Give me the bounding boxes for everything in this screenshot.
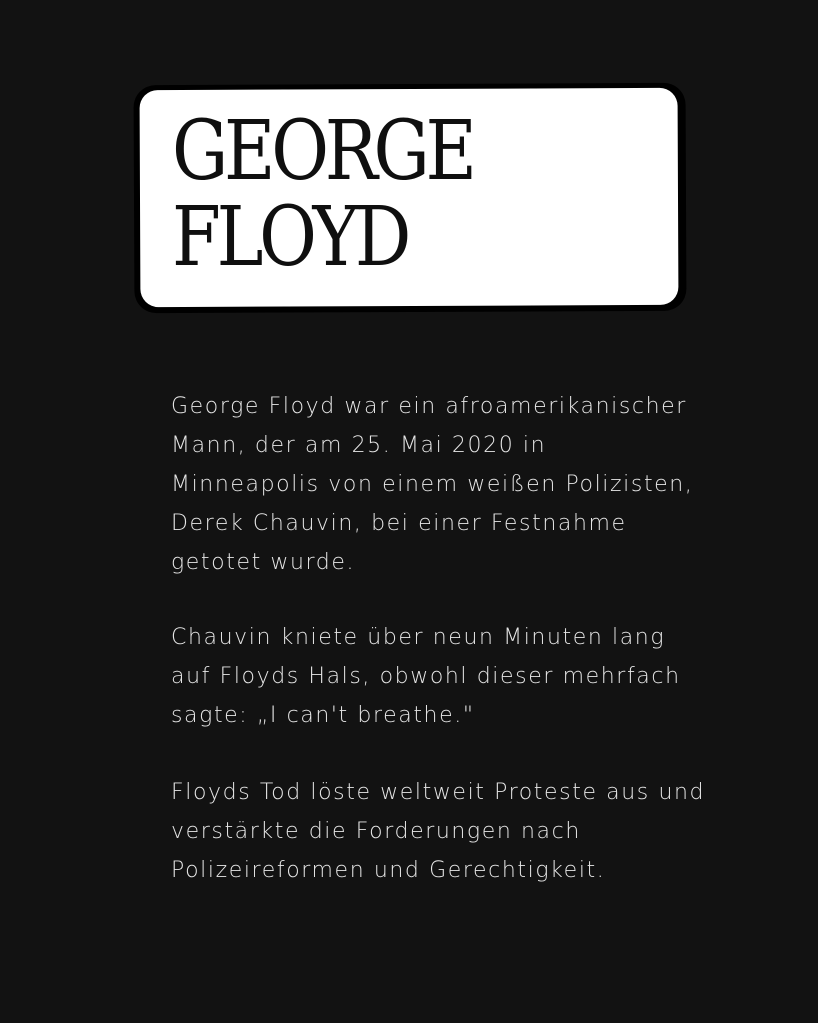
paragraph-line: Mann, der am 25. Mai 2020 in [171, 433, 547, 458]
paragraph-line: Minneapolis von einem weißen Polizisten, [171, 472, 694, 497]
paragraph-line: Floyds Tod löste weltweit Proteste aus und [171, 780, 706, 805]
paragraph-line: verstärkte die Forderungen nach [171, 819, 581, 844]
title-line-2: FLOYD [172, 190, 408, 285]
paragraph-line: Derek Chauvin, bei einer Festnahme [171, 511, 627, 536]
paragraph-line: George Floyd war ein afroamerikanischer [171, 394, 687, 419]
paragraph-line: Chauvin kniete über neun Minuten lang [171, 625, 666, 650]
paragraph-protests [171, 773, 711, 890]
paragraph-line: sagte: „I can't breathe." [171, 703, 475, 728]
title-line-1: GEORGE [172, 104, 473, 199]
paragraph-line: getotet wurde. [171, 550, 356, 575]
paragraph-line: Polizeireformen und Gerechtigkeit. [171, 858, 606, 883]
paragraph-intro [171, 387, 711, 582]
paragraph-line: auf Floyds Hals, obwohl dieser mehrfach [171, 664, 681, 689]
paragraph-chauvin [171, 618, 711, 735]
